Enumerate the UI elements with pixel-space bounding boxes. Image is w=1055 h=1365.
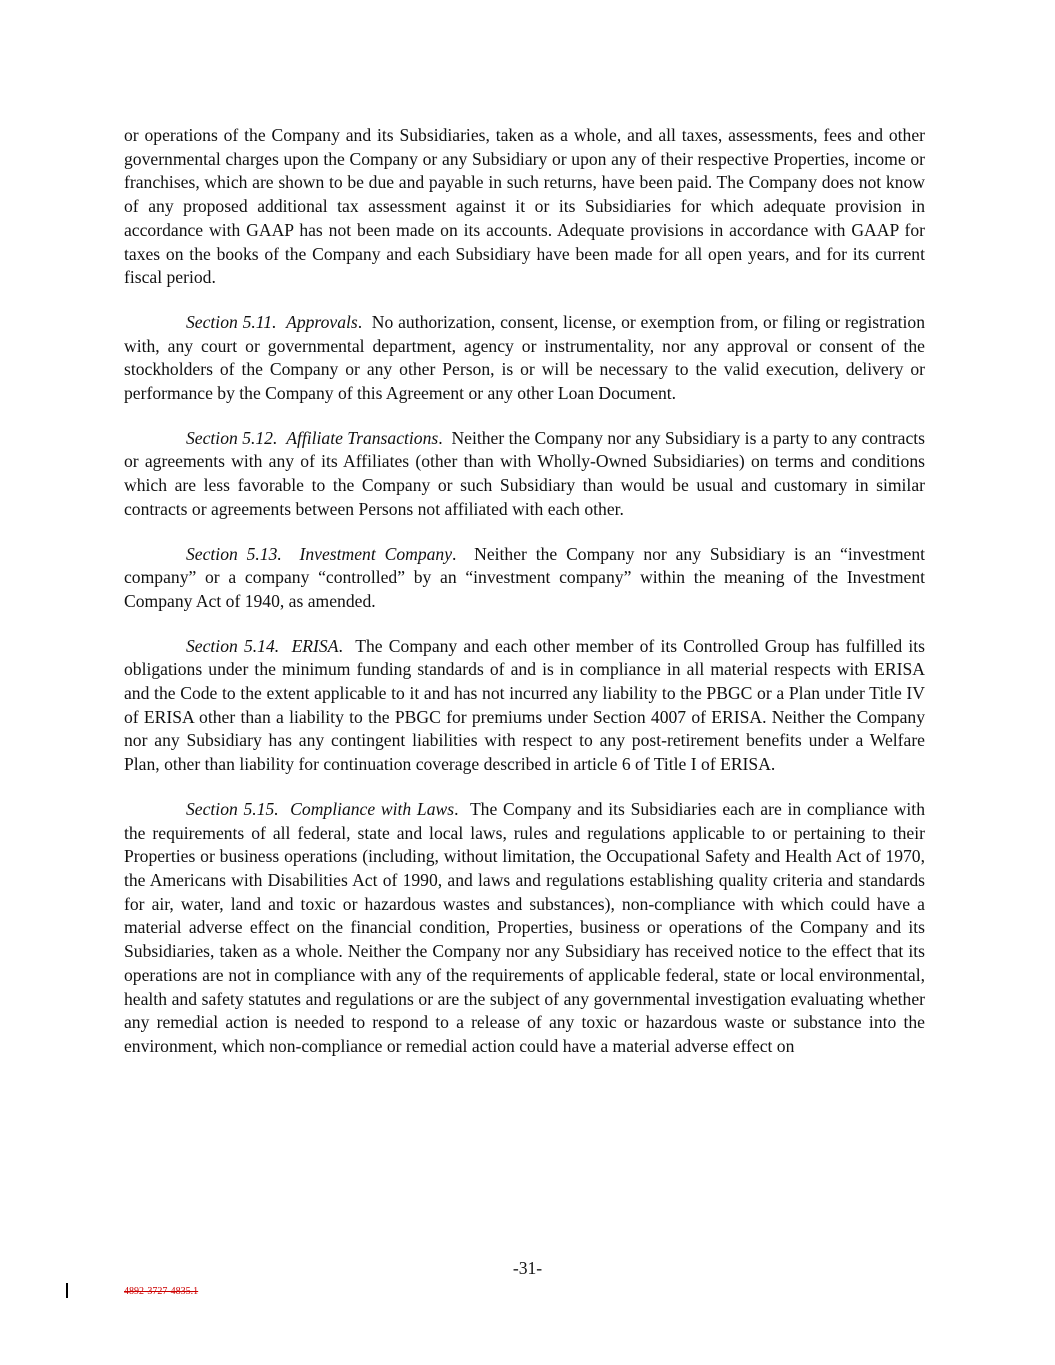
- section-title: ERISA: [291, 635, 339, 656]
- section-body: The Company and its Subsidiaries each are in compliance with the requirements of all federal, state and local laws, rules and regulations applicable to or pertaining to their Properties or business operations (including, without limitation, the Occupational Safety and Health Act of 1970, the Americans with Disabilities Act of 1990, and laws and regulations establishing quality criteria and standards for air, water, land and toxic or hazardous wastes and substances), non-compliance with which could have a material adverse effect on the financial condition, Properties, business or operations of the Company and its Subsidiaries, taken as a whole. Neither the Company nor any Subsidiary has received notice to the effect that its operations are not in compliance with any of the requirements of applicable federal, state or local environmental, health and safety statutes and regulations or are the subject of any governmental investigation evaluating whether any remedial action is needed to respond to a release of any toxic or hazardous waste or substance into the environment, which non-compliance or remedial action could have a material adverse effect on: [124, 798, 925, 1056]
- section-body: No authorization, consent, license, or exemption from, or filing or registration with, any court or governmental department, agency or instrumentality, nor any approval or consent of the stockholders of the Company or any other Person, is or will be necessary to the valid execution, delivery or performance by the Company of this Agreement or any other Loan Document.: [124, 311, 925, 404]
- section-5-15: Section 5.15. Compliance with Laws. The Company and its Subsidiaries each are in compliance with the requirements of all federal, state and local laws, rules and regulations applicable to or pertaining to their Properties or business operations (including, without limitation, the Occupational Safety and Health Act of 1970, the Americans with Disabilities Act of 1990, and laws and regulations establishing quality criteria and standards for air, water, land and toxic or hazardous wastes and substances), non-compliance with which could have a material adverse effect on the financial condition, Properties, business or operations of the Company and its Subsidiaries, taken as a whole. Neither the Company nor any Subsidiary has received notice to the effect that its operations are not in compliance with any of the requirements of applicable federal, state or local environmental, health and safety statutes and regulations or are the subject of any governmental investigation evaluating whether any remedial action is needed to respond to a release of any toxic or hazardous waste or substance into the environment, which non-compliance or remedial action could have a material adverse effect on: [124, 798, 925, 1056]
- section-5-13: Section 5.13. Investment Company. Neither the Company nor any Subsidiary is an “investment company” or a company “controlled” by an “investment company” within the meaning of the Investment Company Act of 1940, as amended.: [124, 543, 926, 611]
- section-title: Investment Company: [299, 543, 453, 564]
- section-5-12: Section 5.12. Affiliate Transactions. Neither the Company nor any Subsidiary is a party to any contracts or agreements with any of its Affiliates (other than with Wholly-Owned Subsidiaries) on terms and conditions which are less favorable to the Company or such Subsidiary than would be usual and customary in similar contracts or agreements between Persons not affiliated with each other.: [124, 427, 926, 519]
- intro-paragraph: or operations of the Company and its Subsidiaries, taken as a whole, and all taxes, assessments, fees and other governmental charges upon the Company or any Subsidiary or upon any of their respective Properties, income or franchises, which are shown to be due and payable in such returns, have been paid. The Company does not know of any proposed additional tax assessment against it or its Subsidiaries for which adequate provision in accordance with GAAP has not been made on its accounts. Adequate provisions in accordance with GAAP for taxes on the books of the Company and each Subsidiary have been made for all open years, and for its current fiscal period.: [124, 125, 925, 288]
- section-title: Compliance with Laws: [290, 798, 455, 819]
- section-title: Affiliate Transactions: [286, 427, 439, 448]
- page-number: -31-: [512, 1258, 543, 1278]
- section-number: Section 5.15.: [186, 798, 279, 819]
- revision-change-bar: [66, 1283, 68, 1298]
- document-page: [124, 124, 925, 1059]
- section-body: Neither the Company nor any Subsidiary is an “investment company” or a company “controlled” by an “investment company” within the meaning of the Investment Company Act of 1940, as amended.: [124, 543, 926, 611]
- section-body: The Company and each other member of its Controlled Group has fulfilled its obligations under the minimum funding standards of and is in compliance in all material respects with ERISA and the Code to the extent applicable to it and has not incurred any liability to the PBGC or a Plan under Title IV of ERISA other than a liability to the PBGC for premiums under Section 4007 of ERISA. Neither the Company nor any Subsidiary has any contingent liabilities with respect to any post-retirement benefits under a Welfare Plan, other than liability for continuation coverage described in article 6 of Title I of ERISA.: [124, 635, 926, 775]
- section-5-14: Section 5.14. ERISA. The Company and each other member of its Controlled Group has fulfilled its obligations under the minimum funding standards of and is in compliance in all material respects with ERISA and the Code to the extent applicable to it and has not incurred any liability to the PBGC or a Plan under Title IV of ERISA other than a liability to the PBGC for premiums under Section 4007 of ERISA. Neither the Company nor any Subsidiary has any contingent liabilities with respect to any post-retirement benefits under a Welfare Plan, other than liability for continuation coverage described in article 6 of Title I of ERISA.: [124, 635, 926, 775]
- section-title: Approvals: [286, 311, 358, 332]
- section-number: Section 5.12.: [186, 427, 278, 448]
- section-number: Section 5.13.: [186, 543, 282, 564]
- document-id: 4892-3727-4835.1: [124, 1286, 199, 1297]
- section-number: Section 5.11.: [186, 311, 277, 332]
- section-body: Neither the Company nor any Subsidiary is a party to any contracts or agreements with any of its Affiliates (other than with Wholly-Owned Subsidiaries) on terms and conditions which are less favorable to the Company or such Subsidiary than would be usual and customary in similar contracts or agreements between Persons not affiliated with each other.: [124, 427, 926, 519]
- section-5-11: Section 5.11. Approvals. No authorization, consent, license, or exemption from, or filing or registration with, any court or governmental department, agency or instrumentality, nor any approval or consent of the stockholders of the Company or any other Person, is or will be necessary to the valid execution, delivery or performance by the Company of this Agreement or any other Loan Document.: [124, 311, 925, 404]
- section-number: Section 5.14.: [186, 635, 280, 656]
